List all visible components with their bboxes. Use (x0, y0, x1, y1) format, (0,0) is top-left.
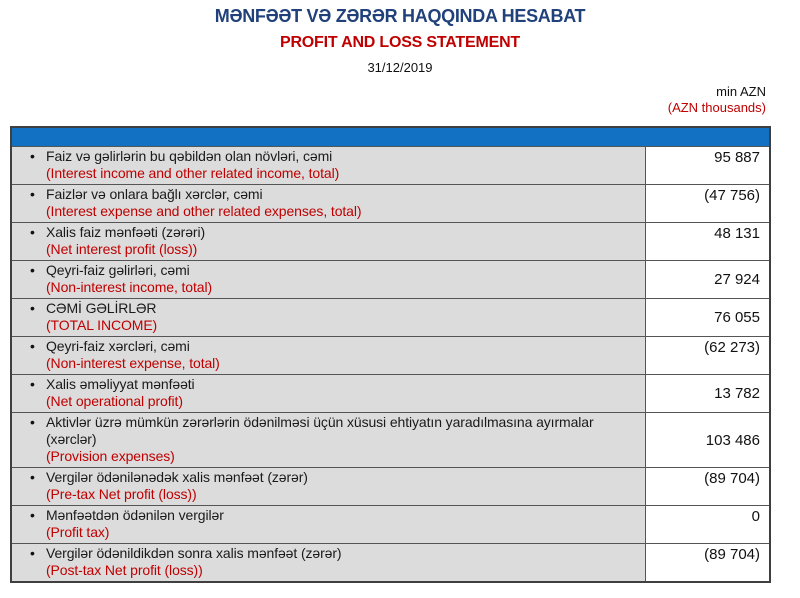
row-value-cell (645, 337, 769, 374)
row-label-az: Vergilər ödənilənədək xalis mənfəət (zərər) (46, 469, 308, 485)
row-label-az: Qeyri-faiz xərcləri, cəmi (46, 338, 190, 354)
row-label-text (46, 507, 641, 541)
table-row (12, 505, 769, 543)
row-label-en: (Interest income and other related income, total) (46, 165, 340, 181)
row-value-cell (645, 147, 769, 184)
table-row (12, 260, 769, 298)
row-label-cell (12, 261, 645, 298)
row-label-az: Faizlər və onlara bağlı xərclər, cəmi (46, 186, 263, 202)
bullet-icon: • (30, 148, 35, 164)
row-label-cell (12, 185, 645, 222)
row-value: 76 055 (714, 309, 760, 326)
row-label-text (46, 224, 641, 258)
row-value: 48 131 (714, 225, 760, 242)
row-label-cell (12, 544, 645, 581)
row-label-az: Aktivlər üzrə mümkün zərərlərin ödənilməsi üçün xüsusi ehtiyatın yaradılmasına ayırmalar (xərclər) (46, 414, 594, 447)
table-row (12, 298, 769, 336)
currency-unit-az: min AZN (716, 84, 766, 99)
row-value-cell (645, 468, 769, 505)
row-value: 95 887 (714, 149, 760, 166)
row-label-text (46, 469, 641, 503)
row-value-cell (645, 261, 769, 298)
row-label-en: (Interest expense and other related expenses, total) (46, 203, 362, 219)
row-label-cell (12, 375, 645, 412)
row-value: 27 924 (714, 271, 760, 288)
row-value-cell (645, 413, 769, 467)
row-label-az: Vergilər ödənildikdən sonra xalis mənfəət (zərər) (46, 545, 342, 561)
table-row (12, 467, 769, 505)
bullet-icon: • (30, 545, 35, 561)
document-header (0, 6, 800, 75)
bullet-icon: • (30, 262, 35, 278)
bullet-icon: • (30, 300, 35, 316)
row-label-en: (Provision expenses) (46, 448, 175, 464)
document-title-az: MƏNFƏƏT VƏ ZƏRƏR HAQQINDA HESABAT (214, 6, 586, 26)
row-label-cell (12, 337, 645, 374)
row-label-text (46, 262, 641, 296)
row-label-text (46, 414, 641, 465)
currency-units (668, 84, 766, 116)
table-row (12, 336, 769, 374)
bullet-icon: • (30, 469, 35, 485)
row-value-cell (645, 223, 769, 260)
row-value: (89 704) (704, 470, 760, 487)
table-rows (12, 146, 769, 581)
row-value-cell (645, 544, 769, 581)
table-row (12, 222, 769, 260)
row-label-cell (12, 468, 645, 505)
row-label-en: (Profit tax) (46, 524, 110, 540)
row-label-az: Xalis əməliyyat mənfəəti (46, 376, 195, 392)
row-label-text (46, 338, 641, 372)
row-label-en: (Non-interest expense, total) (46, 355, 220, 371)
row-label-text (46, 148, 641, 182)
table-row (12, 146, 769, 184)
row-label-az: Qeyri-faiz gəlirləri, cəmi (46, 262, 190, 278)
row-label-az: Xalis faiz mənfəəti (zərəri) (46, 224, 206, 240)
row-label-text (46, 376, 641, 410)
row-value: 13 782 (714, 385, 760, 402)
pl-statement-table (10, 126, 771, 583)
row-value-cell (645, 506, 769, 543)
row-label-en: (TOTAL INCOME) (46, 317, 158, 333)
row-label-cell (12, 147, 645, 184)
bullet-icon: • (30, 376, 35, 392)
row-value-cell (645, 375, 769, 412)
row-label-cell (12, 413, 645, 467)
row-label-az: Faiz və gəlirlərin bu qəbildən olan növləri, cəmi (46, 148, 333, 164)
bullet-icon: • (30, 414, 35, 430)
row-value: 0 (751, 508, 760, 525)
table-row (12, 412, 769, 467)
row-value: 103 486 (705, 431, 760, 449)
row-label-text (46, 545, 641, 579)
statement-date: 31/12/2019 (367, 60, 433, 75)
row-label-text (46, 300, 641, 334)
row-label-en: (Post-tax Net profit (loss)) (46, 562, 203, 578)
row-label-cell (12, 223, 645, 260)
row-label-en: (Non-interest income, total) (46, 279, 213, 295)
row-label-en: (Net operational profit) (46, 393, 183, 409)
row-label-cell (12, 299, 645, 336)
currency-unit-en: (AZN thousands) (667, 100, 766, 115)
table-row (12, 374, 769, 412)
table-header-bar (12, 128, 769, 146)
row-label-cell (12, 506, 645, 543)
row-label-en: (Net interest profit (loss)) (46, 241, 198, 257)
table-row (12, 184, 769, 222)
bullet-icon: • (30, 224, 35, 240)
row-label-text (46, 186, 641, 220)
bullet-icon: • (30, 507, 35, 523)
row-value: (62 273) (704, 339, 760, 356)
row-value-cell (645, 299, 769, 336)
row-value: (89 704) (704, 546, 760, 563)
row-label-en: (Pre-tax Net profit (loss)) (46, 486, 197, 502)
document-title-en: PROFIT AND LOSS STATEMENT (279, 34, 521, 51)
bullet-icon: • (30, 186, 35, 202)
table-row (12, 543, 769, 581)
row-value-cell (645, 185, 769, 222)
bullet-icon: • (30, 338, 35, 354)
row-label-az: Mənfəətdən ödənilən vergilər (46, 507, 224, 523)
row-value: (47 756) (704, 187, 760, 204)
row-label-az: CƏMİ GƏLİRLƏR (46, 300, 157, 316)
